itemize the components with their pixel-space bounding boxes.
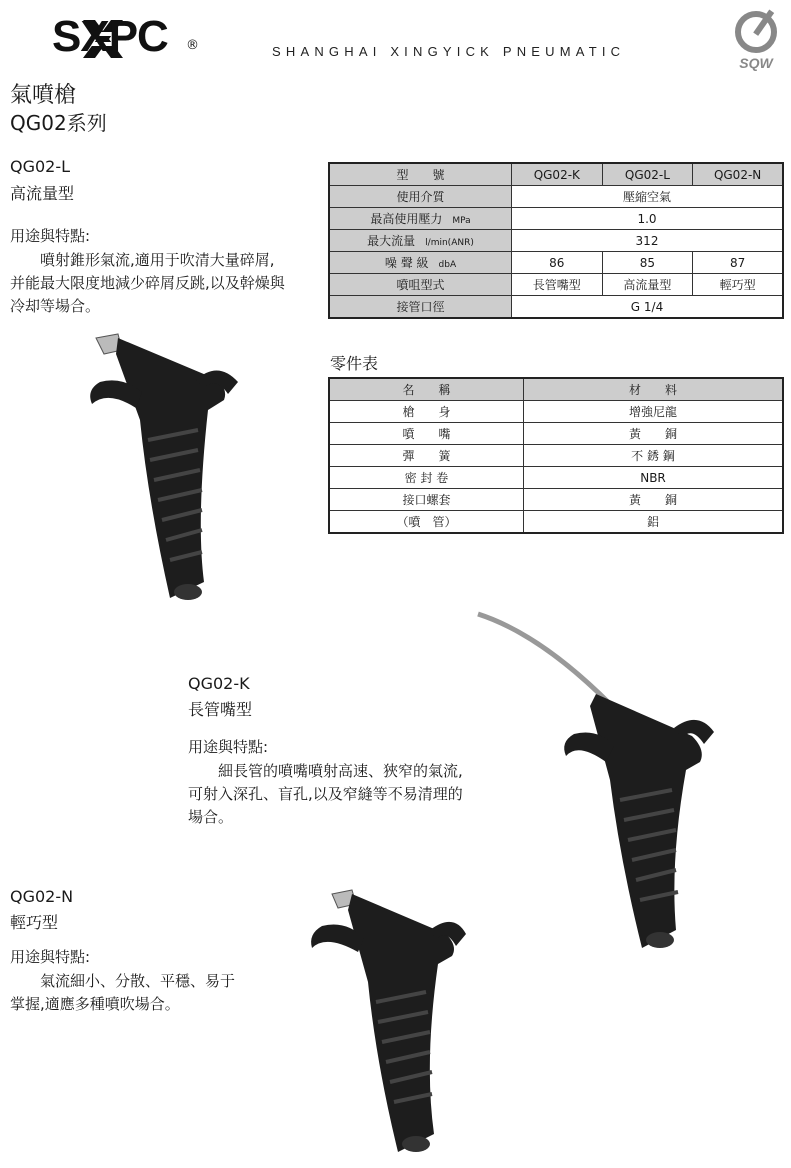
product-series: QG02系列 xyxy=(10,111,107,135)
qg02-l-blow-gun-image xyxy=(78,320,238,610)
parts-row: 彈 簧 不 銹 鋼 xyxy=(329,445,783,467)
model-type-n: 輕巧型 xyxy=(10,913,59,932)
company-tagline: SHANGHAI XINGYICK PNEUMATIC xyxy=(272,44,626,59)
feature-text-l: 噴射錐形氣流,適用于吹清大量碎屑, 并能最大限度地減少碎屑反跳,以及幹燥與 冷却等場合。 xyxy=(10,251,285,315)
parts-header-name: 名 稱 xyxy=(329,378,524,401)
model-type-l: 高流量型 xyxy=(10,184,75,203)
spec-row-pressure: 最高使用壓力 MPa 1.0 xyxy=(329,208,783,230)
registered-mark: ® xyxy=(186,38,199,53)
model-name-n: QG02-N xyxy=(10,887,74,906)
product-title: 氣噴槍 xyxy=(10,83,77,108)
spec-table xyxy=(328,162,784,319)
model-type-k: 長管嘴型 xyxy=(188,700,253,719)
spec-row-flow: 最大流量 l/min(ANR) 312 xyxy=(329,230,783,252)
spec-header-l: QG02-L xyxy=(602,163,693,186)
spec-row-medium: 使用介質 壓縮空氣 xyxy=(329,186,783,208)
model-name-k: QG02-K xyxy=(188,674,250,693)
brand-logo-text: SXPC xyxy=(52,12,168,61)
sqw-logo-icon xyxy=(728,6,784,72)
parts-row: 密 封 卷 NBR xyxy=(329,467,783,489)
feature-text-n: 氣流細小、分散、平穩、易于 掌握,適應多種噴吹場合。 xyxy=(10,972,236,1013)
sqw-text: SQW xyxy=(739,55,773,71)
feature-label-l: 用途與特點: xyxy=(10,227,91,245)
spec-row-nozzle: 噴咀型式 長管嘴型 高流量型 輕巧型 xyxy=(329,274,783,296)
feature-text-k: 細長管的噴嘴噴射高速、狹窄的氣流, 可射入深孔、盲孔,以及窄縫等不易清理的 場合。 xyxy=(188,762,463,826)
parts-row: 噴 嘴 黃 銅 xyxy=(329,423,783,445)
spec-header-model: 型 號 xyxy=(329,163,512,186)
spec-row-port: 接管口徑 G 1/4 xyxy=(329,296,783,319)
parts-row: 接口螺套 黃 銅 xyxy=(329,489,783,511)
spec-header-n: QG02-N xyxy=(693,163,783,186)
spec-header-k: QG02-K xyxy=(512,163,603,186)
qg02-k-blow-gun-image xyxy=(470,610,715,955)
model-name-l: QG02-L xyxy=(10,157,71,176)
parts-row: 槍 身 增強尼龍 xyxy=(329,401,783,423)
feature-label-n: 用途與特點: xyxy=(10,948,91,966)
feature-label-k: 用途與特點: xyxy=(188,738,269,756)
parts-header-material: 材 料 xyxy=(524,378,784,401)
spec-row-noise: 噪 聲 級 dbA 86 85 87 xyxy=(329,252,783,274)
parts-title: 零件表 xyxy=(330,354,379,373)
qg02-n-blow-gun-image xyxy=(296,882,466,1162)
parts-row: （噴 管） 鋁 xyxy=(329,511,783,534)
parts-table xyxy=(328,377,784,534)
